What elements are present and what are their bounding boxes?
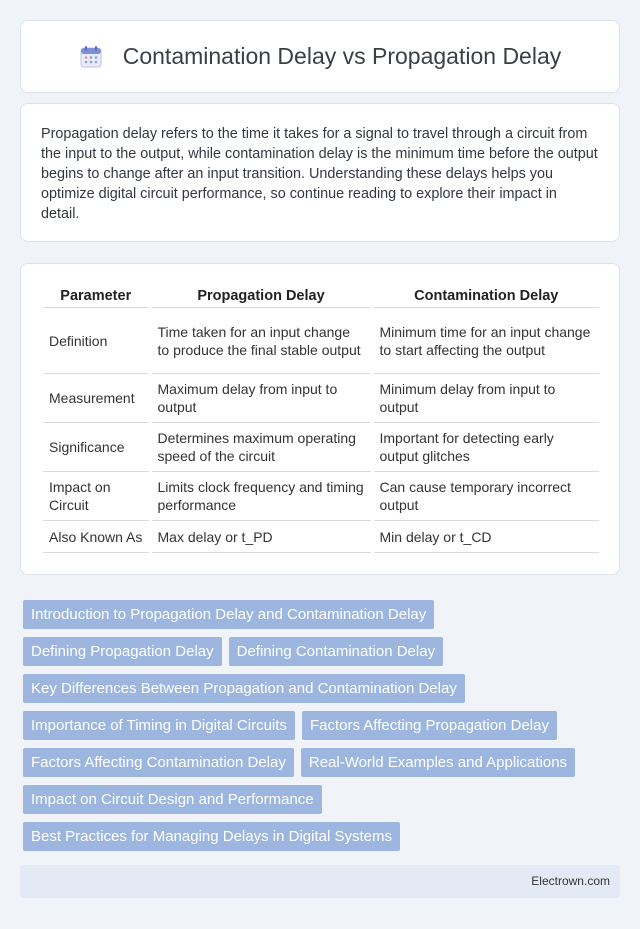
topic-tags: [23, 600, 623, 859]
table-cell: Minimum time for an input change to start affecting the output: [372, 308, 599, 374]
column-header: Parameter: [43, 284, 150, 308]
topic-tag[interactable]: Factors Affecting Propagation Delay: [302, 711, 557, 740]
table-row: [43, 308, 599, 374]
table-cell: Important for detecting early output glitches: [372, 423, 599, 472]
comparison-table: [43, 284, 599, 553]
table-row: [43, 472, 599, 521]
table-cell: Also Known As: [43, 521, 150, 553]
table-cell: Impact on Circuit: [43, 472, 150, 521]
table-header-row: [43, 284, 599, 308]
footer: [20, 865, 620, 898]
table-cell: Definition: [43, 308, 150, 374]
table-row: [43, 521, 599, 553]
topic-tag[interactable]: Defining Propagation Delay: [23, 637, 222, 666]
table-row: [43, 374, 599, 423]
table-cell: Min delay or t_CD: [372, 521, 599, 553]
topic-tag[interactable]: Real-World Examples and Applications: [301, 748, 575, 777]
table-cell: Time taken for an input change to produce the final stable output: [150, 308, 372, 374]
page-title: Contamination Delay vs Propagation Delay: [122, 43, 562, 69]
column-header: Propagation Delay: [150, 284, 372, 308]
topic-tag[interactable]: Key Differences Between Propagation and Contamination Delay: [23, 674, 465, 703]
table-cell: Limits clock frequency and timing performance: [150, 472, 372, 521]
intro-text: Propagation delay refers to the time it takes for a signal to travel through a circuit from the input to the output, while contamination delay is the minimum time before the output begins to change after an input transition. Understanding these delays helps you optimize digital circuit performance, so continue reading to explore their impact in detail.: [41, 126, 598, 222]
topic-tag[interactable]: Best Practices for Managing Delays in Digital Systems: [23, 822, 400, 851]
table-row: [43, 423, 599, 472]
calendar-icon: [79, 45, 103, 69]
header-card: [20, 20, 620, 93]
table-cell: Measurement: [43, 374, 150, 423]
topic-tag[interactable]: Defining Contamination Delay: [229, 637, 443, 666]
table-cell: Determines maximum operating speed of the circuit: [150, 423, 372, 472]
topic-tag[interactable]: Factors Affecting Contamination Delay: [23, 748, 294, 777]
comparison-table-card: [20, 263, 620, 575]
intro-card: [20, 103, 620, 242]
topic-tag[interactable]: Importance of Timing in Digital Circuits: [23, 711, 295, 740]
footer-site-name: Electrown.com: [531, 874, 610, 888]
table-cell: Max delay or t_PD: [150, 521, 372, 553]
table-cell: Minimum delay from input to output: [372, 374, 599, 423]
topic-tag[interactable]: Introduction to Propagation Delay and Contamination Delay: [23, 600, 434, 629]
table-cell: Can cause temporary incorrect output: [372, 472, 599, 521]
table-cell: Significance: [43, 423, 150, 472]
table-cell: Maximum delay from input to output: [150, 374, 372, 423]
topic-tag[interactable]: Impact on Circuit Design and Performance: [23, 785, 322, 814]
column-header: Contamination Delay: [372, 284, 599, 308]
